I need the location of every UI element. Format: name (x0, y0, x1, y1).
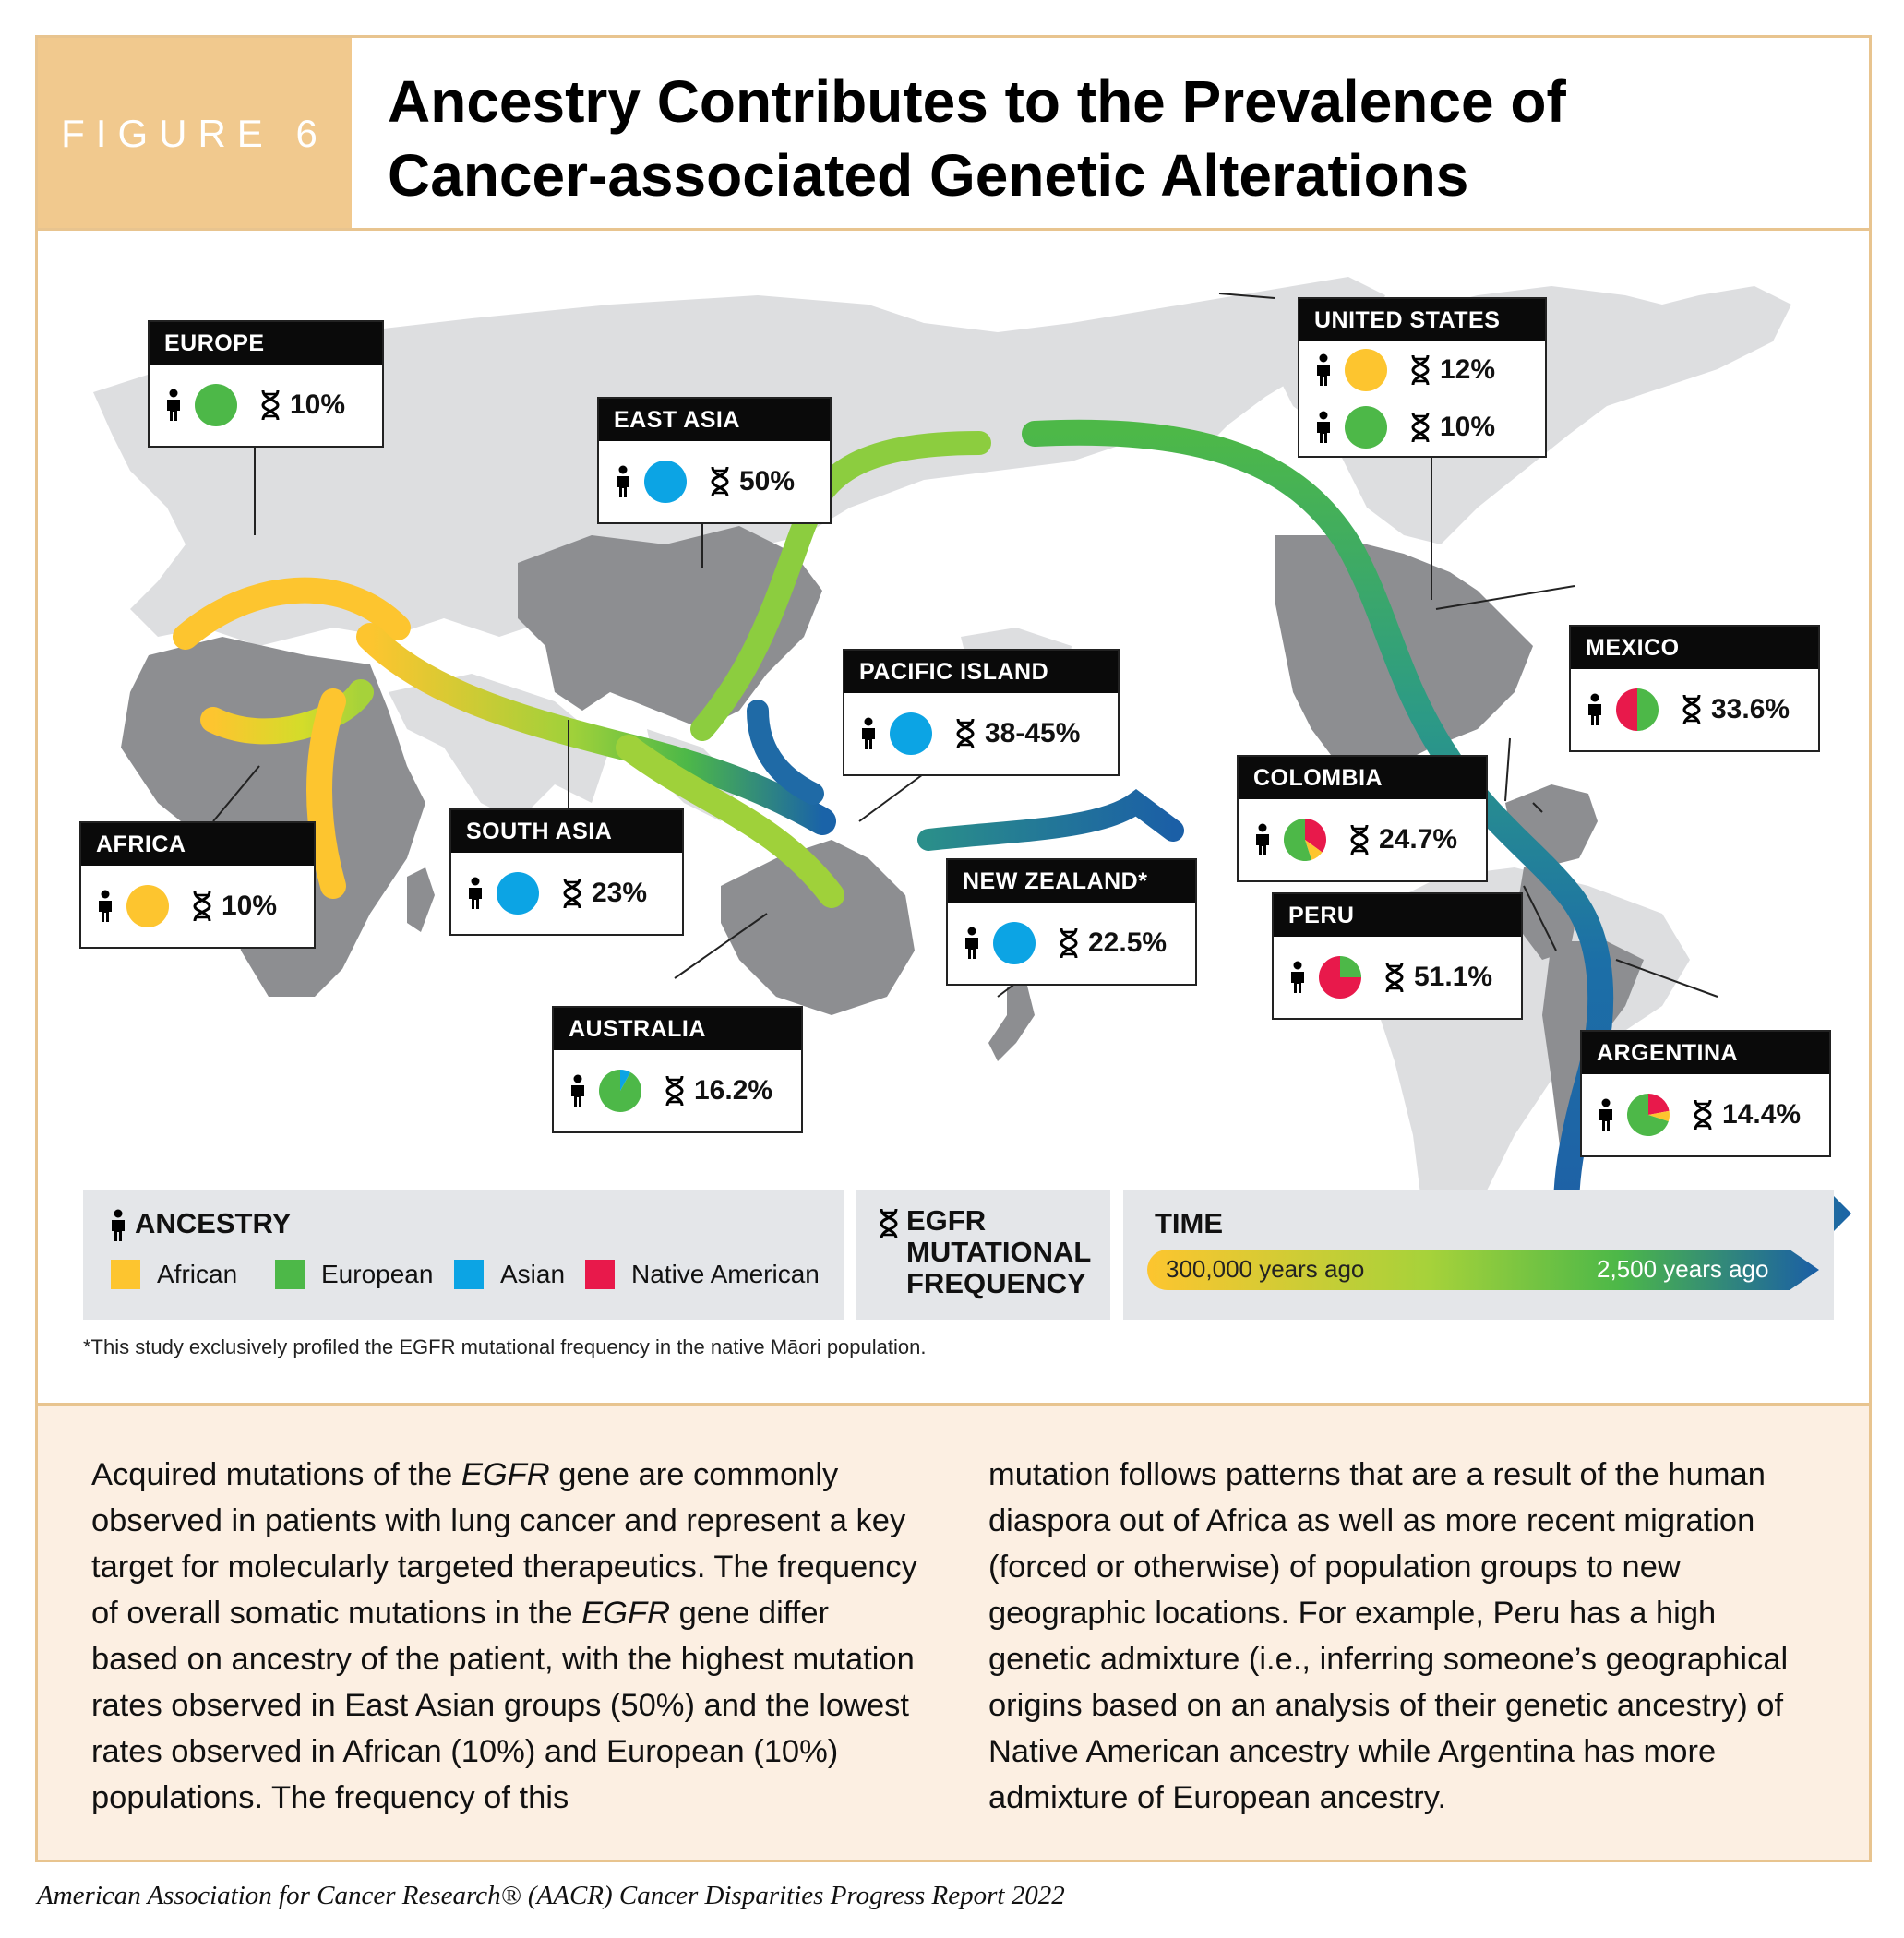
title-line-2: Cancer-associated Genetic Alterations (388, 142, 1469, 209)
person-icon (614, 464, 632, 499)
egfr-frequency: 16.2% (694, 1075, 773, 1106)
person-icon (109, 1209, 127, 1242)
pie-slice-european (1340, 956, 1361, 977)
description-panel (38, 1403, 1869, 1860)
dna-icon (955, 716, 976, 751)
swatch-african (111, 1260, 140, 1289)
person-icon (466, 876, 485, 911)
region-label-australia (552, 1006, 803, 1133)
region-row (948, 903, 1195, 984)
figure-label-tab (38, 38, 352, 230)
region-row (150, 365, 382, 446)
region-name: UNITED STATES (1299, 299, 1545, 341)
figure-title (388, 65, 1827, 212)
legend-african: African (111, 1260, 237, 1289)
ancestry-pie (1626, 1093, 1670, 1137)
region-row (81, 866, 314, 947)
region-row (599, 441, 830, 522)
egfr-frequency: 22.5% (1088, 927, 1168, 958)
egfr-frequency: 23% (592, 878, 648, 908)
ancestry-pie (1615, 688, 1659, 732)
region-name: PERU (1274, 894, 1521, 937)
ancestry-dot (643, 460, 688, 504)
egfr-legend-line1: EGFR (906, 1204, 987, 1237)
region-name: AUSTRALIA (554, 1008, 801, 1050)
madagascar-shape (407, 867, 435, 932)
region-label-mexico (1569, 625, 1820, 752)
legend-european: European (275, 1260, 433, 1289)
dna-icon (665, 1073, 685, 1108)
egfr-frequency: 33.6% (1711, 694, 1790, 724)
person-icon (164, 388, 183, 423)
dna-icon (1349, 822, 1370, 857)
swatch-asian (454, 1260, 484, 1289)
region-label-south-asia (449, 808, 684, 936)
egfr-legend-line2: MUTATIONAL (906, 1236, 1092, 1268)
dna-icon (1410, 410, 1431, 445)
region-label-pacific-island (843, 649, 1120, 776)
dna-icon (1059, 926, 1079, 961)
egfr-frequency: 14.4% (1722, 1099, 1802, 1130)
time-legend-title: TIME (1155, 1207, 1224, 1239)
dna-icon (710, 464, 730, 499)
egfr-frequency: 51.1% (1414, 962, 1493, 992)
person-icon (1314, 410, 1333, 445)
pie-slice-european (1637, 688, 1659, 731)
region-row (451, 853, 682, 934)
region-name: NEW ZEALAND* (948, 860, 1195, 903)
egfr-frequency: 10% (222, 891, 278, 921)
region-label-east-asia (597, 397, 832, 524)
dna-icon (192, 889, 212, 924)
region-row (1274, 937, 1521, 1018)
ancestry-dot (496, 871, 540, 915)
region-row (844, 693, 1118, 774)
legend-asian: Asian (454, 1260, 565, 1289)
ancestry-dot (194, 383, 238, 427)
dna-icon (1410, 353, 1431, 388)
person-icon (859, 716, 878, 751)
ancestry-dot (126, 884, 170, 928)
figure-label: FIGURE 6 (61, 112, 329, 155)
person-icon (1288, 960, 1307, 995)
region-name: MEXICO (1571, 627, 1818, 669)
title-line-1: Ancestry Contributes to the Prevalence of (388, 68, 1566, 135)
region-label-colombia (1237, 755, 1488, 882)
dna-icon (879, 1207, 899, 1240)
region-label-new-zealand (946, 858, 1197, 986)
region-row (1239, 799, 1486, 880)
time-end-label: 2,500 years ago (1597, 1255, 1769, 1283)
region-label-united-states (1298, 297, 1547, 458)
region-row (1571, 669, 1818, 750)
pie-slice-native_american (1616, 688, 1637, 731)
dna-icon (260, 388, 281, 423)
ancestry-dot (1344, 405, 1388, 449)
description-column-2: mutation follows patterns that are a result of the human diaspora out of Africa as well as more recent migration (forced or otherwise) of population groups to new geographic locations. For example, Peru has a high genetic admixture (i.e., inferring someone’s geographical origins based on an analysis of their genetic ancestry) of Native American ancestry while Argentina has more admixture of European ancestry. (988, 1457, 1789, 1815)
ancestry-legend-title: ANCESTRY (135, 1207, 292, 1239)
dna-icon (1682, 692, 1702, 727)
description-column-1: Acquired mutations of the EGFR gene are commonly observed in patients with lung cancer and represent a key target for molecularly targeted therapeutics. The frequency of overall somatic mutations in the EGFR gene differ based on ancestry of the patient, with the highest mutation rates observed in East Asian groups (50%) and the lowest rates observed in African (10%) and European (10%) populations. The frequency of this (91, 1457, 917, 1815)
legend-native-american: Native American (585, 1260, 820, 1289)
time-start-label: 300,000 years ago (1166, 1255, 1365, 1283)
swatch-native-american (585, 1260, 615, 1289)
region-name: EUROPE (150, 322, 382, 365)
region-label-africa (79, 821, 316, 949)
dna-icon (562, 876, 582, 911)
egfr-frequency: 10% (290, 389, 346, 420)
region-name: ARGENTINA (1582, 1032, 1829, 1074)
time-legend (1123, 1190, 1834, 1320)
egfr-frequency: 12% (1440, 354, 1496, 385)
egfr-frequency: 24.7% (1379, 824, 1458, 855)
region-label-europe (148, 320, 384, 448)
new-zealand-shape (988, 978, 1035, 1061)
dna-icon (1384, 960, 1405, 995)
person-icon (1314, 353, 1333, 388)
ancestry-pie (1318, 955, 1362, 999)
region-label-argentina (1580, 1030, 1831, 1157)
egfr-frequency: 50% (739, 466, 796, 496)
egfr-frequency: 10% (1440, 412, 1496, 442)
ancestry-pie (1283, 818, 1327, 862)
egfr-frequency: 38-45% (985, 718, 1081, 748)
egfr-legend-line3: FREQUENCY (906, 1267, 1086, 1299)
source-credit: American Association for Cancer Research® (AACR) Cancer Disparities Progress Report 2022 (37, 1881, 1065, 1910)
ancestry-dot (1344, 348, 1388, 392)
region-name: PACIFIC ISLAND (844, 651, 1118, 693)
region-row (554, 1050, 801, 1131)
ancestry-pie (598, 1069, 642, 1113)
person-icon (569, 1073, 587, 1108)
route-africa-south (319, 701, 333, 886)
region-name: EAST ASIA (599, 399, 830, 441)
ancestry-dot (889, 712, 933, 756)
region-row (1299, 341, 1545, 399)
swatch-european (275, 1260, 305, 1289)
ancestry-dot (992, 921, 1036, 965)
ancestry-legend (83, 1190, 844, 1320)
dna-icon (1693, 1097, 1713, 1132)
region-label-peru (1272, 892, 1523, 1020)
egfr-legend (856, 1190, 1110, 1320)
person-icon (1253, 822, 1272, 857)
region-name: AFRICA (81, 823, 314, 866)
person-icon (963, 926, 981, 961)
region-row (1299, 399, 1545, 456)
route-pacific-2 (928, 803, 1173, 840)
person-icon (1586, 692, 1604, 727)
footnote: *This study exclusively profiled the EGFR mutational frequency in the native Māori population. (83, 1335, 927, 1358)
region-row (1582, 1074, 1829, 1155)
region-name: COLOMBIA (1239, 757, 1486, 799)
region-name: SOUTH ASIA (451, 810, 682, 853)
person-icon (1597, 1097, 1615, 1132)
person-icon (96, 889, 114, 924)
